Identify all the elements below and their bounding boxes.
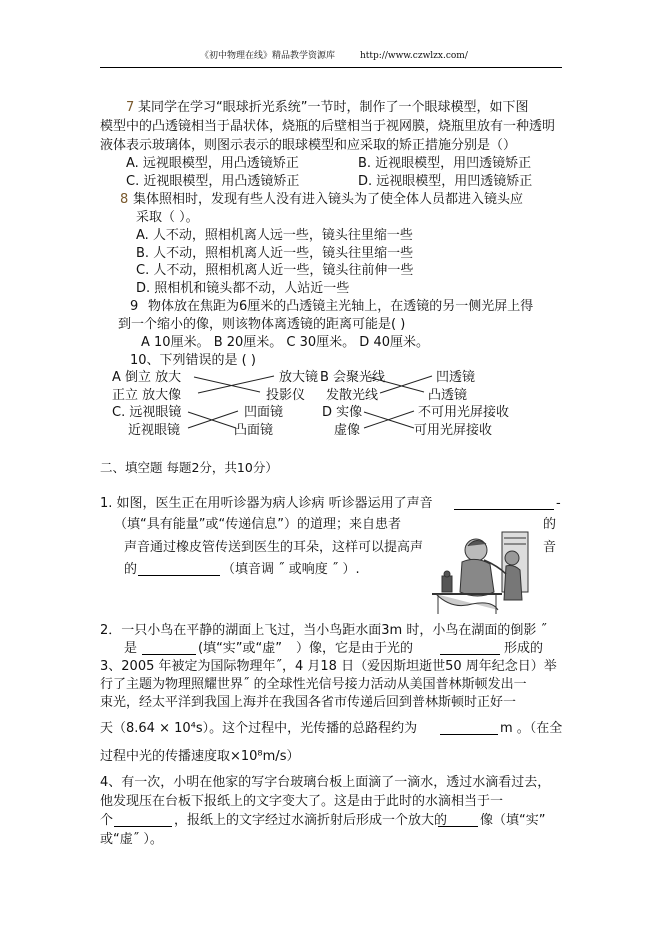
question-8-line2: 采取（ ）。 [136, 210, 199, 225]
fill-2-line2-start: 是 [124, 641, 138, 656]
fill-1-line1: 1. 如图，医生正在用听诊器为病人诊病 听诊器运用了声音 [100, 496, 433, 511]
q10-c2-line2: 凸面镜 [234, 423, 274, 438]
fill-3-line4-end: m 。（在全 [500, 721, 563, 736]
doctor-stethoscope-illustration [432, 530, 532, 616]
fill-2-blank-2[interactable] [440, 643, 500, 655]
q10-c-line1: C. 远视眼镜 [112, 405, 182, 420]
fill-4-blank-2[interactable] [438, 815, 478, 827]
question-7-line2: 模型中的凸透镜相当于晶状体，烧瓶的后壁相当于视网膜，烧瓶里放有一种透明 [100, 119, 556, 134]
question-8-number: 8 [120, 192, 129, 207]
q10-b3-line2: 凸透镜 [428, 388, 468, 403]
q10-d-line2: 虚像 [334, 423, 361, 438]
fill-4-line4: 或“虚˝ ）。 [100, 832, 163, 847]
question-7-option-b: B. 近视眼模型，用凹透镜矫正 [358, 156, 532, 171]
question-7-option-d: D. 远视眼模型，用凹透镜矫正 [358, 174, 533, 189]
fill-3-line5: 过程中光的传播速度取×10⁸m/s） [100, 749, 300, 764]
fill-1-line4-start: 的 [124, 562, 138, 577]
question-9-number: 9 [130, 299, 139, 314]
question-9-options: A 10厘米。 B 20厘米。 C 30厘米。 D 40厘米。 [141, 335, 429, 350]
fill-1-line4-end: （填音调 ˝ 或响度 ˝ ）. [222, 562, 360, 577]
q10-b2-line2: 发散光线 [326, 388, 379, 403]
match-line-c2 [188, 411, 238, 428]
q10-b-line1: 放大镜 [279, 370, 319, 385]
fill-3-line3: 束光，经太平洋到我国上海并在我国各省市传递后回到普林斯顿时正好一 [100, 695, 517, 710]
q10-b2-line1: B 会聚光线 [320, 370, 386, 385]
fill-3-line4: 天（8.64 × 10⁴s）。这个过程中，光传播的总路程约为 [100, 721, 418, 736]
q10-b-line2: 投影仪 [266, 388, 306, 403]
fill-2-line2-mid2: ）像，它是由于光的 [296, 641, 414, 656]
q10-b3-line1: 凹透镜 [436, 370, 476, 385]
fill-1-blank-1[interactable] [454, 498, 554, 510]
q10-a-line1: A 倒立 放大 [112, 370, 182, 385]
match-line-a1 [194, 377, 260, 392]
fill-2-blank-1[interactable] [142, 643, 196, 655]
page-header-url[interactable]: http://www.czwlzx.com/ [360, 51, 468, 61]
question-8-option-d: D. 照相机和镜头都不动，人站近一些 [136, 281, 350, 296]
question-7-option-a: A. 远视眼模型，用凸透镜矫正 [126, 156, 299, 171]
match-line-b2 [380, 376, 432, 393]
fill-2-line2-end: 形成的 [504, 641, 544, 656]
fill-4-blank-1[interactable] [114, 815, 172, 827]
section-2-title: 二、填空题 每题2分，共10分） [100, 460, 278, 475]
question-7-line3: 液体表示玻璃体，则图示表示的眼球模型和应采取的矫正措施分别是（） [100, 138, 517, 153]
match-line-b1 [368, 377, 424, 392]
page-header-title: 《初中物理在线》精品教学资源库 [200, 51, 336, 61]
q10-c2-line1: 凹面镜 [244, 405, 284, 420]
fill-3-line1: 3、2005 年被定为国际物理年˝，4 月18 日（爱因斯坦逝世50 周年纪念日）举 [100, 659, 557, 674]
fill-1-blank-2[interactable] [138, 564, 220, 576]
q10-c-line2: 近视眼镜 [128, 423, 181, 438]
fill-3-line2: 行了主题为物理照耀世界˝ 的全球性光信号接力活动从美国普林斯顿发出一 [100, 677, 527, 692]
question-9-line2: 到一个缩小的像，则该物体离透镜的距离可能是( ) [118, 317, 406, 332]
question-8-line1: 集体照相时，发现有些人没有进入镜头为了使全体人员都进入镜头应 [133, 192, 524, 207]
fill-4-line3-end: 像（填“实” [480, 813, 546, 828]
question-10-title: 10、下列错误的是 ( ) [130, 353, 256, 368]
fill-4-line1: 4、有一次，小明在他家的写字台玻璃台板上面滴了一滴水，透过水滴看过去， [100, 775, 551, 790]
q10-a-line2: 正立 放大像 [112, 388, 182, 403]
fill-1-line3-end: 音 [543, 540, 557, 555]
question-7-option-c: C. 近视眼模型，用凸透镜矫正 [126, 174, 300, 189]
fill-1-line1-end: - [556, 496, 561, 511]
q10-d2-line2: 可用光屏接收 [414, 423, 493, 438]
fill-4-line2: 他发现压在台板下报纸上的文字变大了。这是由于此时的水滴相当于一 [100, 794, 504, 809]
question-7-line1: 某同学在学习“眼球折光系统”一节时，制作了一个眼球模型，如下图 [138, 100, 529, 115]
fill-2-line2-mid: (填“实”或“虚” [198, 641, 283, 656]
q10-d2-line1: 不可用光屏接收 [418, 405, 510, 420]
question-8-option-b: B. 人不动，照相机离人近一些，镜头往里缩一些 [136, 246, 414, 261]
fill-4-line3-mid: ，报纸上的文字经过水滴折射后形成一个放大的 [174, 813, 448, 828]
match-line-a2 [198, 376, 274, 393]
q10-d-line1: D 实像 [322, 405, 363, 420]
fill-3-blank[interactable] [440, 723, 498, 735]
fill-1-line2-end: 的 [543, 517, 557, 532]
fill-1-line2: （填“具有能量”或“传递信息”）的道理；来自患者 [114, 517, 401, 532]
question-8-option-c: C. 人不动，照相机离人近一些，镜头往前伸一些 [136, 263, 414, 278]
question-8-option-a: A. 人不动，照相机离人远一些，镜头往里缩一些 [136, 228, 413, 243]
question-7-number: 7 [126, 100, 135, 115]
fill-1-line3: 声音通过橡皮管传送到医生的耳朵，这样可以提高声 [124, 540, 424, 555]
fill-2-line1: 2．一只小鸟在平静的湖面上飞过，当小鸟距水面3m 时，小鸟在湖面的倒影 ˝ [100, 623, 547, 638]
question-9-line1: 物体放在焦距为6厘米的凸透镜主光轴上，在透镜的另一侧光屏上得 [148, 299, 534, 314]
fill-4-line3-start: 个 [100, 813, 114, 828]
